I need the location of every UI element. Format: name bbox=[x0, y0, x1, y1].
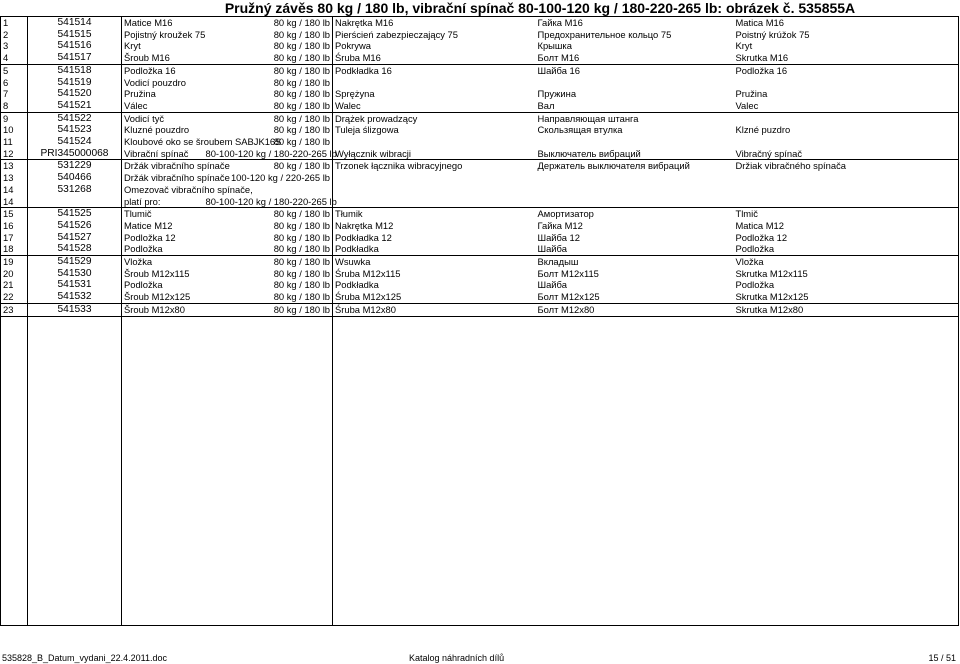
part-code-cell: 541525 bbox=[28, 208, 122, 220]
description-ru-cell: Болт М12х80 bbox=[536, 303, 734, 316]
table-row bbox=[1, 220, 959, 232]
position-number-cell: 5 bbox=[1, 64, 28, 76]
table-row bbox=[1, 29, 959, 41]
specification-cell: 80 kg / 180 lb bbox=[204, 64, 333, 76]
empty-cell bbox=[536, 316, 734, 625]
part-code-cell: 541521 bbox=[28, 100, 122, 112]
parts-table-body bbox=[1, 17, 959, 626]
table-row bbox=[1, 112, 959, 124]
description-ru-cell bbox=[536, 172, 734, 184]
description-sk-cell: Podložka 12 bbox=[734, 232, 959, 244]
table-row bbox=[1, 124, 959, 136]
description-sk-cell: Matica M16 bbox=[734, 17, 959, 29]
description-ru-cell: Пружина bbox=[537, 88, 577, 100]
position-number-cell: 3 bbox=[1, 40, 28, 52]
position-number-cell: 22 bbox=[1, 291, 28, 303]
description-ru-cell bbox=[536, 136, 734, 148]
description-pl-cell: Sprężyna bbox=[335, 88, 375, 100]
description-ru-cell: Болт М16 bbox=[537, 52, 580, 64]
description-sk-cell: Skrutka M12x80 bbox=[734, 303, 959, 316]
specification-cell: 80-100-120 kg / 180-220-265 lb bbox=[205, 195, 337, 207]
description-pl-cell bbox=[333, 77, 536, 89]
description-pl-cell: Pierścień zabezpieczający 75 bbox=[335, 28, 458, 40]
specification-cell: 80 kg / 180 lb bbox=[204, 208, 333, 220]
description-cz-cell: Matice M12 bbox=[124, 219, 173, 231]
description-cz-cell: Tlumič bbox=[122, 208, 204, 220]
table-row bbox=[1, 196, 959, 208]
footer-page-number: 15 / 51 bbox=[928, 653, 956, 663]
position-number-cell: 18 bbox=[1, 243, 28, 255]
description-ru-cell: Шайба bbox=[537, 243, 567, 255]
specification-cell: 80 kg / 180 lb bbox=[204, 100, 333, 112]
position-number-cell: 23 bbox=[1, 303, 28, 316]
description-sk-cell bbox=[734, 172, 959, 184]
specification-cell: 80 kg / 180 lb bbox=[204, 17, 333, 29]
description-ru-cell: Вал bbox=[537, 99, 555, 111]
empty-cell bbox=[204, 316, 333, 625]
part-code-cell: 540466 bbox=[28, 172, 122, 184]
specification-cell: 80 kg / 180 lb bbox=[204, 243, 333, 255]
table-row bbox=[1, 291, 959, 303]
table-row bbox=[1, 77, 959, 89]
description-cz-cell: Šroub M12x125 bbox=[124, 291, 191, 303]
description-ru-cell: Направляющая штанга bbox=[536, 112, 734, 124]
position-number-cell: 10 bbox=[1, 124, 28, 136]
description-cz-cell: Vibrační spínač bbox=[124, 147, 189, 159]
table-row bbox=[1, 256, 959, 268]
description-cz-cell: Matice M16 bbox=[122, 17, 204, 29]
description-ru-cell: Шайба bbox=[537, 279, 567, 291]
description-sk-cell: Skrutka M12x125 bbox=[734, 291, 959, 303]
description-ru-cell: Гайка М16 bbox=[536, 17, 734, 29]
description-pl-cell: Trzonek łącznika wibracyjnego bbox=[333, 160, 536, 172]
specification-cell: 80 kg / 180 lb bbox=[204, 279, 333, 291]
part-code-cell: 541531 bbox=[28, 279, 122, 291]
position-number-cell: 12 bbox=[1, 148, 28, 160]
part-code-cell: 541520 bbox=[28, 88, 122, 100]
description-cz-cell: Válec bbox=[124, 99, 148, 111]
description-sk-cell: Podložka bbox=[734, 243, 959, 255]
position-number-cell: 8 bbox=[1, 100, 28, 112]
table-row bbox=[1, 243, 959, 255]
description-sk-cell bbox=[734, 184, 959, 196]
position-number-cell: 17 bbox=[1, 232, 28, 244]
description-sk-cell: Vibračný spínač bbox=[734, 148, 959, 160]
description-ru-cell: Выключатель вибраций bbox=[537, 147, 641, 159]
position-number-cell: 2 bbox=[1, 29, 28, 41]
part-code-cell: 541524 bbox=[28, 136, 122, 148]
description-ru-cell bbox=[536, 184, 734, 196]
position-number-cell: 13 bbox=[1, 172, 28, 184]
description-pl-cell: Nakrętka M16 bbox=[333, 17, 536, 29]
description-cz-cell: Kluzné pouzdro bbox=[124, 124, 190, 136]
description-cz-cell: Vložka bbox=[122, 256, 204, 268]
description-pl-cell: Drążek prowadzący bbox=[333, 112, 536, 124]
part-code-cell bbox=[28, 196, 122, 208]
description-ru-cell: Держатель выключателя вибраций bbox=[536, 160, 734, 172]
description-pl-cell: Śruba M12x80 bbox=[333, 303, 536, 316]
specification-cell: 100-120 kg / 220-265 lb bbox=[204, 172, 333, 184]
position-number-cell: 11 bbox=[1, 136, 28, 148]
specification-cell: 80 kg / 180 lb bbox=[204, 220, 333, 232]
description-ru-cell: Амортизатор bbox=[536, 208, 734, 220]
description-pl-cell: Pokrywa bbox=[335, 40, 371, 52]
parts-table bbox=[0, 16, 959, 626]
description-sk-cell bbox=[734, 112, 959, 124]
description-pl-cell: Podkładka 12 bbox=[335, 231, 392, 243]
description-sk-cell: Kryt bbox=[734, 40, 959, 52]
table-row bbox=[1, 64, 959, 76]
part-code-cell: 541519 bbox=[28, 77, 122, 89]
part-code-cell: 541515 bbox=[28, 29, 122, 41]
description-pl-cell: Śruba M12x115 bbox=[335, 267, 401, 279]
description-pl-cell: Walec bbox=[335, 99, 361, 111]
part-code-cell: 541529 bbox=[28, 256, 122, 268]
part-code-cell: PRI345000068 bbox=[28, 148, 122, 160]
part-code-cell: 531268 bbox=[28, 184, 122, 196]
specification-cell: 80 kg / 180 lb bbox=[204, 29, 333, 41]
description-cz-cell: Pružina bbox=[124, 88, 156, 100]
part-code-cell: 541514 bbox=[28, 17, 122, 29]
position-number-cell: 9 bbox=[1, 112, 28, 124]
description-pl-cell: Podkładka 16 bbox=[333, 64, 536, 76]
description-sk-cell: Držiak vibračného spínača bbox=[734, 160, 959, 172]
description-sk-cell: Skrutka M16 bbox=[734, 52, 959, 64]
specification-cell: 80 kg / 180 lb bbox=[204, 268, 333, 280]
table-row bbox=[1, 88, 959, 100]
part-code-cell: 541517 bbox=[28, 52, 122, 64]
specification-cell: 80-100-120 kg / 180-220-265 lb bbox=[205, 147, 337, 159]
part-code-cell: 541528 bbox=[28, 243, 122, 255]
part-code-cell: 541522 bbox=[28, 112, 122, 124]
description-pl-cell bbox=[333, 184, 536, 196]
specification-cell: 80 kg / 180 lb bbox=[204, 303, 333, 316]
part-code-cell: 541530 bbox=[28, 268, 122, 280]
description-cz-cell: Šroub M16 bbox=[124, 52, 170, 64]
specification-cell: 80 kg / 180 lb bbox=[204, 52, 333, 64]
position-number-cell: 20 bbox=[1, 268, 28, 280]
page-footer bbox=[0, 652, 958, 664]
description-sk-cell: Klzné puzdro bbox=[734, 124, 959, 136]
description-sk-cell bbox=[734, 136, 959, 148]
description-sk-cell: Podložka bbox=[734, 279, 959, 291]
part-code-cell: 541527 bbox=[28, 232, 122, 244]
specification-cell: 80 kg / 180 lb bbox=[204, 160, 333, 172]
table-row bbox=[1, 303, 959, 316]
description-pl-cell bbox=[333, 172, 536, 184]
description-ru-cell: Гайка М12 bbox=[537, 219, 583, 231]
description-cz-cell: Držák vibračního spínače bbox=[122, 160, 204, 172]
specification-cell: 80 kg / 180 lb bbox=[204, 112, 333, 124]
description-sk-cell: Podložka 16 bbox=[734, 64, 959, 76]
table-row bbox=[1, 279, 959, 291]
position-number-cell: 4 bbox=[1, 52, 28, 64]
specification-cell: 80 kg / 180 lb bbox=[204, 232, 333, 244]
part-code-cell: 541533 bbox=[28, 303, 122, 316]
description-cz-cell: Šroub M12x115 bbox=[124, 267, 190, 279]
description-cz-cell: Kloubové oko se šroubem SABJK16S bbox=[124, 136, 282, 148]
position-number-cell: 14 bbox=[1, 196, 28, 208]
position-number-cell: 7 bbox=[1, 88, 28, 100]
description-cz-cell: Podložka bbox=[124, 243, 163, 255]
part-code-cell: 541516 bbox=[28, 40, 122, 52]
footer-filename: 535828_B_Datum_vydani_22.4.2011.doc bbox=[2, 653, 167, 663]
description-ru-cell bbox=[536, 196, 734, 208]
empty-cell bbox=[1, 316, 28, 625]
part-code-cell: 541526 bbox=[28, 220, 122, 232]
position-number-cell: 21 bbox=[1, 279, 28, 291]
specification-cell: 80 kg / 180 lb bbox=[204, 136, 333, 148]
specification-cell: 80 kg / 180 lb bbox=[204, 88, 333, 100]
description-ru-cell: Болт М12х115 bbox=[537, 267, 599, 279]
table-row bbox=[1, 268, 959, 280]
description-pl-cell: Tuleja ślizgowa bbox=[335, 124, 399, 136]
description-sk-cell bbox=[734, 196, 959, 208]
footer-catalog-title: Katalog náhradních dílů bbox=[409, 653, 505, 663]
description-pl-cell bbox=[333, 196, 536, 208]
empty-cell bbox=[734, 316, 959, 625]
description-sk-cell: Skrutka M12x115 bbox=[734, 268, 959, 280]
description-ru-cell: Скользящая втулка bbox=[537, 124, 623, 136]
specification-cell: 80 kg / 180 lb bbox=[204, 124, 333, 136]
specification-cell: 80 kg / 180 lb bbox=[204, 40, 333, 52]
table-row bbox=[1, 160, 959, 172]
description-cz-cell: Vodicí pouzdro bbox=[124, 76, 187, 88]
description-sk-cell: Matica M12 bbox=[734, 220, 959, 232]
description-cz-cell: Šroub M12x80 bbox=[122, 303, 204, 316]
specification-cell: 80 kg / 180 lb bbox=[204, 291, 333, 303]
empty-cell bbox=[28, 316, 122, 625]
parts-table-container bbox=[0, 16, 960, 626]
description-pl-cell: Śruba M16 bbox=[335, 52, 381, 64]
table-row bbox=[1, 52, 959, 64]
table-row bbox=[1, 232, 959, 244]
description-pl-cell: Nakrętka M12 bbox=[335, 219, 394, 231]
table-row bbox=[1, 40, 959, 52]
description-ru-cell bbox=[536, 77, 734, 89]
description-ru-cell: Шайба 12 bbox=[537, 231, 580, 243]
description-sk-cell: Poistný krúžok 75 bbox=[734, 29, 959, 41]
description-ru-cell: Крышка bbox=[537, 40, 572, 52]
description-sk-cell: Vložka bbox=[734, 256, 959, 268]
part-code-cell: 531229 bbox=[28, 160, 122, 172]
table-row bbox=[1, 100, 959, 112]
description-pl-cell: Tłumik bbox=[333, 208, 536, 220]
description-cz-cell: platí pro: bbox=[124, 195, 161, 207]
table-row bbox=[1, 17, 959, 29]
position-number-cell: 15 bbox=[1, 208, 28, 220]
description-cz-cell: Pojistný kroužek 75 bbox=[124, 28, 206, 40]
description-pl-cell: Śruba M12x125 bbox=[335, 291, 402, 303]
page-title: Pružný závěs 80 kg / 180 lb, vibrační spínač 80-100-120 kg / 180-220-265 lb: obrázek č. 535855A bbox=[224, 0, 856, 16]
description-cz-cell: Podložka 16 bbox=[122, 64, 204, 76]
description-ru-cell: Вкладыш bbox=[536, 256, 734, 268]
description-cz-cell: Vodicí tyč bbox=[122, 112, 204, 124]
description-sk-cell: Pružina bbox=[734, 88, 959, 100]
empty-cell bbox=[122, 316, 204, 625]
part-code-cell: 541532 bbox=[28, 291, 122, 303]
position-number-cell: 6 bbox=[1, 77, 28, 89]
description-ru-cell: Болт М12х125 bbox=[537, 291, 600, 303]
table-row bbox=[1, 172, 959, 184]
description-cz-cell: Kryt bbox=[124, 40, 141, 52]
position-number-cell: 14 bbox=[1, 184, 28, 196]
specification-cell: 80 kg / 180 lb bbox=[204, 77, 333, 89]
table-row bbox=[1, 208, 959, 220]
table-row bbox=[1, 148, 959, 160]
position-number-cell: 19 bbox=[1, 256, 28, 268]
table-row bbox=[1, 184, 959, 196]
position-number-cell: 1 bbox=[1, 17, 28, 29]
empty-cell bbox=[333, 316, 536, 625]
description-ru-cell: Предохранительное кольцо 75 bbox=[537, 28, 672, 40]
position-number-cell: 13 bbox=[1, 160, 28, 172]
description-sk-cell bbox=[734, 77, 959, 89]
description-sk-cell: Valec bbox=[734, 100, 959, 112]
part-code-cell: 541518 bbox=[28, 64, 122, 76]
part-code-cell: 541523 bbox=[28, 124, 122, 136]
description-pl-cell: Wyłącznik wibracji bbox=[335, 147, 411, 159]
description-ru-cell: Шайба 16 bbox=[536, 64, 734, 76]
description-pl-cell: Podkładka bbox=[335, 243, 379, 255]
table-filler-row bbox=[1, 316, 959, 625]
description-pl-cell bbox=[333, 136, 536, 148]
description-cz-cell: Podložka 12 bbox=[124, 231, 176, 243]
description-sk-cell: Tlmič bbox=[734, 208, 959, 220]
description-cz-cell: Omezovač vibračního spínače, bbox=[124, 183, 253, 195]
description-cz-cell: Držák vibračního spínače bbox=[124, 172, 230, 184]
specification-cell: 80 kg / 180 lb bbox=[204, 256, 333, 268]
description-cz-cell: Podložka bbox=[124, 279, 163, 291]
description-pl-cell: Wsuwka bbox=[333, 256, 536, 268]
position-number-cell: 16 bbox=[1, 220, 28, 232]
table-row bbox=[1, 136, 959, 148]
description-pl-cell: Podkładka bbox=[335, 279, 379, 291]
